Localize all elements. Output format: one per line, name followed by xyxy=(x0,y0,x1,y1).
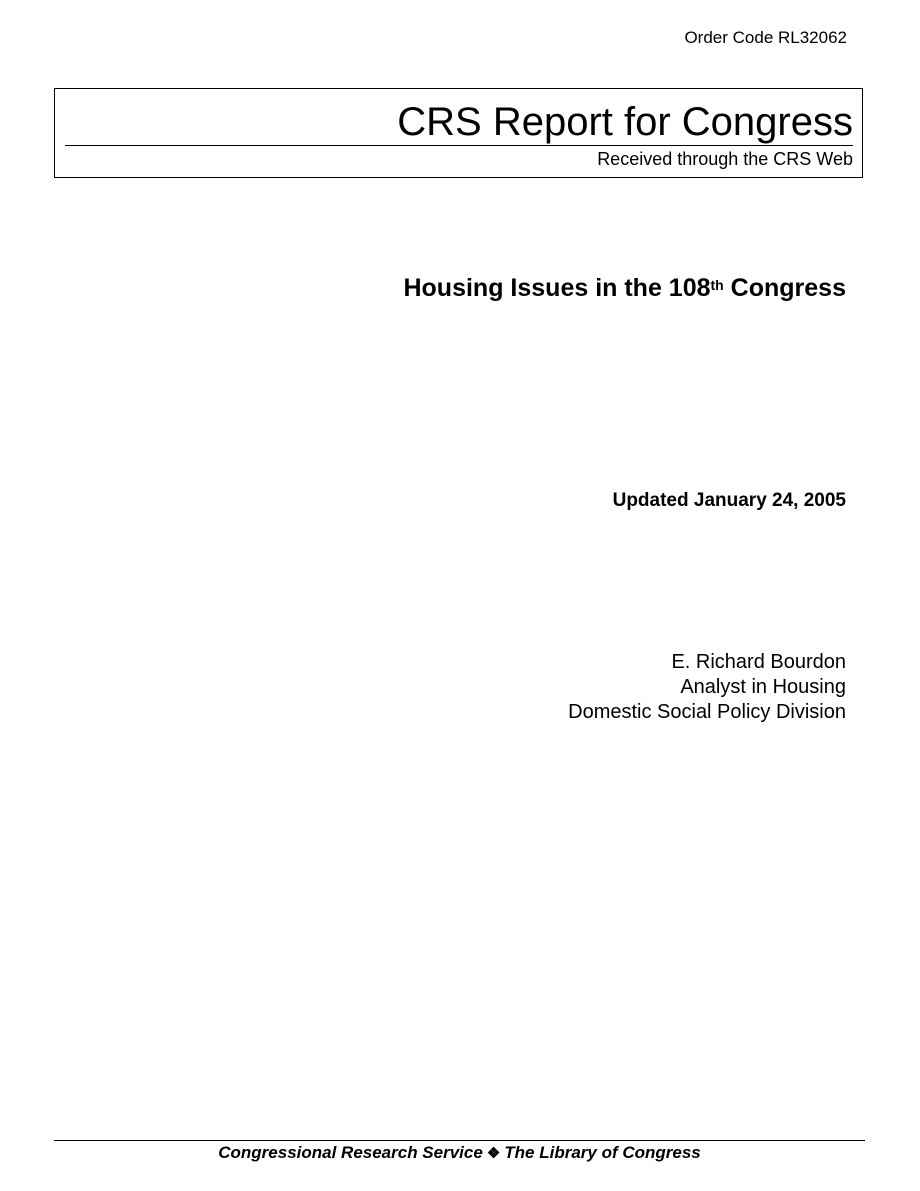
footer-publisher: Congressional Research Service xyxy=(218,1143,483,1162)
diamond-separator-icon: ❖ xyxy=(486,1145,501,1162)
report-title-main: Housing Issues in the 108 xyxy=(403,274,711,302)
author-name: E. Richard Bourdon xyxy=(671,651,846,673)
author-block xyxy=(568,650,846,725)
report-title xyxy=(403,272,846,304)
header-divider xyxy=(65,145,853,146)
report-title-ordinal: th xyxy=(710,277,724,293)
updated-date: Updated January 24, 2005 xyxy=(612,490,846,511)
author-division: Domestic Social Policy Division xyxy=(568,701,846,723)
author-position: Analyst in Housing xyxy=(680,676,846,698)
footer xyxy=(54,1143,865,1163)
header-subtitle: Received through the CRS Web xyxy=(597,149,853,169)
report-header-box xyxy=(54,88,863,178)
order-code: Order Code RL32062 xyxy=(684,28,847,47)
report-title-end: Congress xyxy=(723,274,846,302)
footer-divider xyxy=(54,1140,865,1141)
header-title: CRS Report for Congress xyxy=(397,100,853,144)
footer-library: The Library of Congress xyxy=(504,1143,701,1162)
